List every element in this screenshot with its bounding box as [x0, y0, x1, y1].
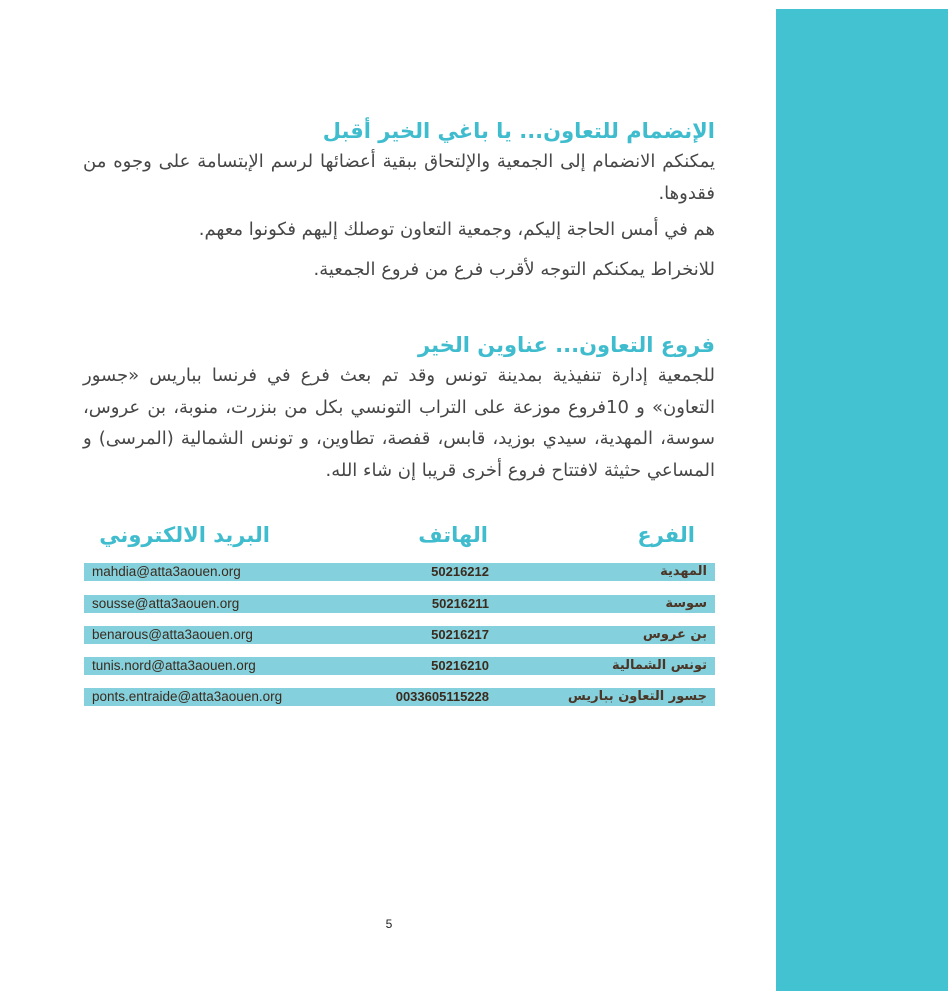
- branches-table-header: [84, 520, 715, 554]
- page-number: 5: [385, 917, 393, 931]
- side-color-panel: [776, 9, 948, 991]
- cell-phone: 50216210: [431, 658, 489, 673]
- cell-email[interactable]: tunis.nord@atta3aouen.org: [92, 658, 256, 673]
- section-join-heading: الإنضمام للتعاون... يا باغي الخير أقبل: [322, 119, 715, 143]
- cell-phone: 50216211: [431, 596, 489, 611]
- section-branches: [83, 330, 715, 486]
- section-join-paragraph-1: يمكنكم الانضمام إلى الجمعية والإلتحاق ببقية أعضائها لرسم الإبتسامة على وجوه من فقدوها.: [83, 151, 715, 204]
- cell-phone: 50216217: [431, 627, 489, 642]
- cell-email[interactable]: mahdia@atta3aouen.org: [92, 564, 241, 579]
- cell-email[interactable]: ponts.entraide@atta3aouen.org: [92, 689, 283, 704]
- section-join-paragraph-3: للانخراط يمكنكم التوجه لأقرب فرع من فروع الجمعية.: [313, 259, 715, 280]
- column-header-email: البريد الالكتروني: [99, 523, 270, 547]
- cell-email[interactable]: sousse@atta3aouen.org: [92, 596, 240, 611]
- cell-phone: 0033605115228: [395, 689, 489, 704]
- cell-branch: المهدية: [660, 564, 707, 579]
- cell-branch: سوسة: [665, 596, 707, 611]
- cell-branch: جسور التعاون بباريس: [567, 689, 707, 704]
- cell-branch: تونس الشمالية: [611, 658, 707, 673]
- column-header-phone: الهاتف: [418, 523, 488, 547]
- section-branches-paragraph: للجمعية إدارة تنفيذية بمدينة تونس وقد تم بعث فرع في فرنسا بباريس «جسور التعاون» و 10فروع موزعة على التراب التونسي بكل من بنزرت، منوبة، بن عروس، سوسة، المهدية، سيدي بوزيد، قابس، قفصة، تطاوين، و تونس الشمالية (المرسى) و المساعي حثيثة لافتتاح فروع أخرى قريبا إن شاء الله.: [83, 365, 715, 481]
- section-branches-heading: فروع التعاون... عناوين الخير: [418, 333, 715, 357]
- cell-branch: بن عروس: [642, 627, 707, 642]
- table-row: [84, 688, 715, 706]
- table-row: [84, 626, 715, 644]
- section-join: [83, 116, 715, 286]
- section-join-paragraph-2: هم في أمس الحاجة إليكم، وجمعية التعاون توصلك إليهم فكونوا معهم.: [198, 219, 715, 240]
- cell-email[interactable]: benarous@atta3aouen.org: [92, 627, 253, 642]
- column-header-branch: الفرع: [637, 523, 695, 547]
- table-row: [84, 595, 715, 613]
- cell-phone: 50216212: [431, 564, 489, 579]
- table-row: [84, 563, 715, 581]
- table-row: [84, 657, 715, 675]
